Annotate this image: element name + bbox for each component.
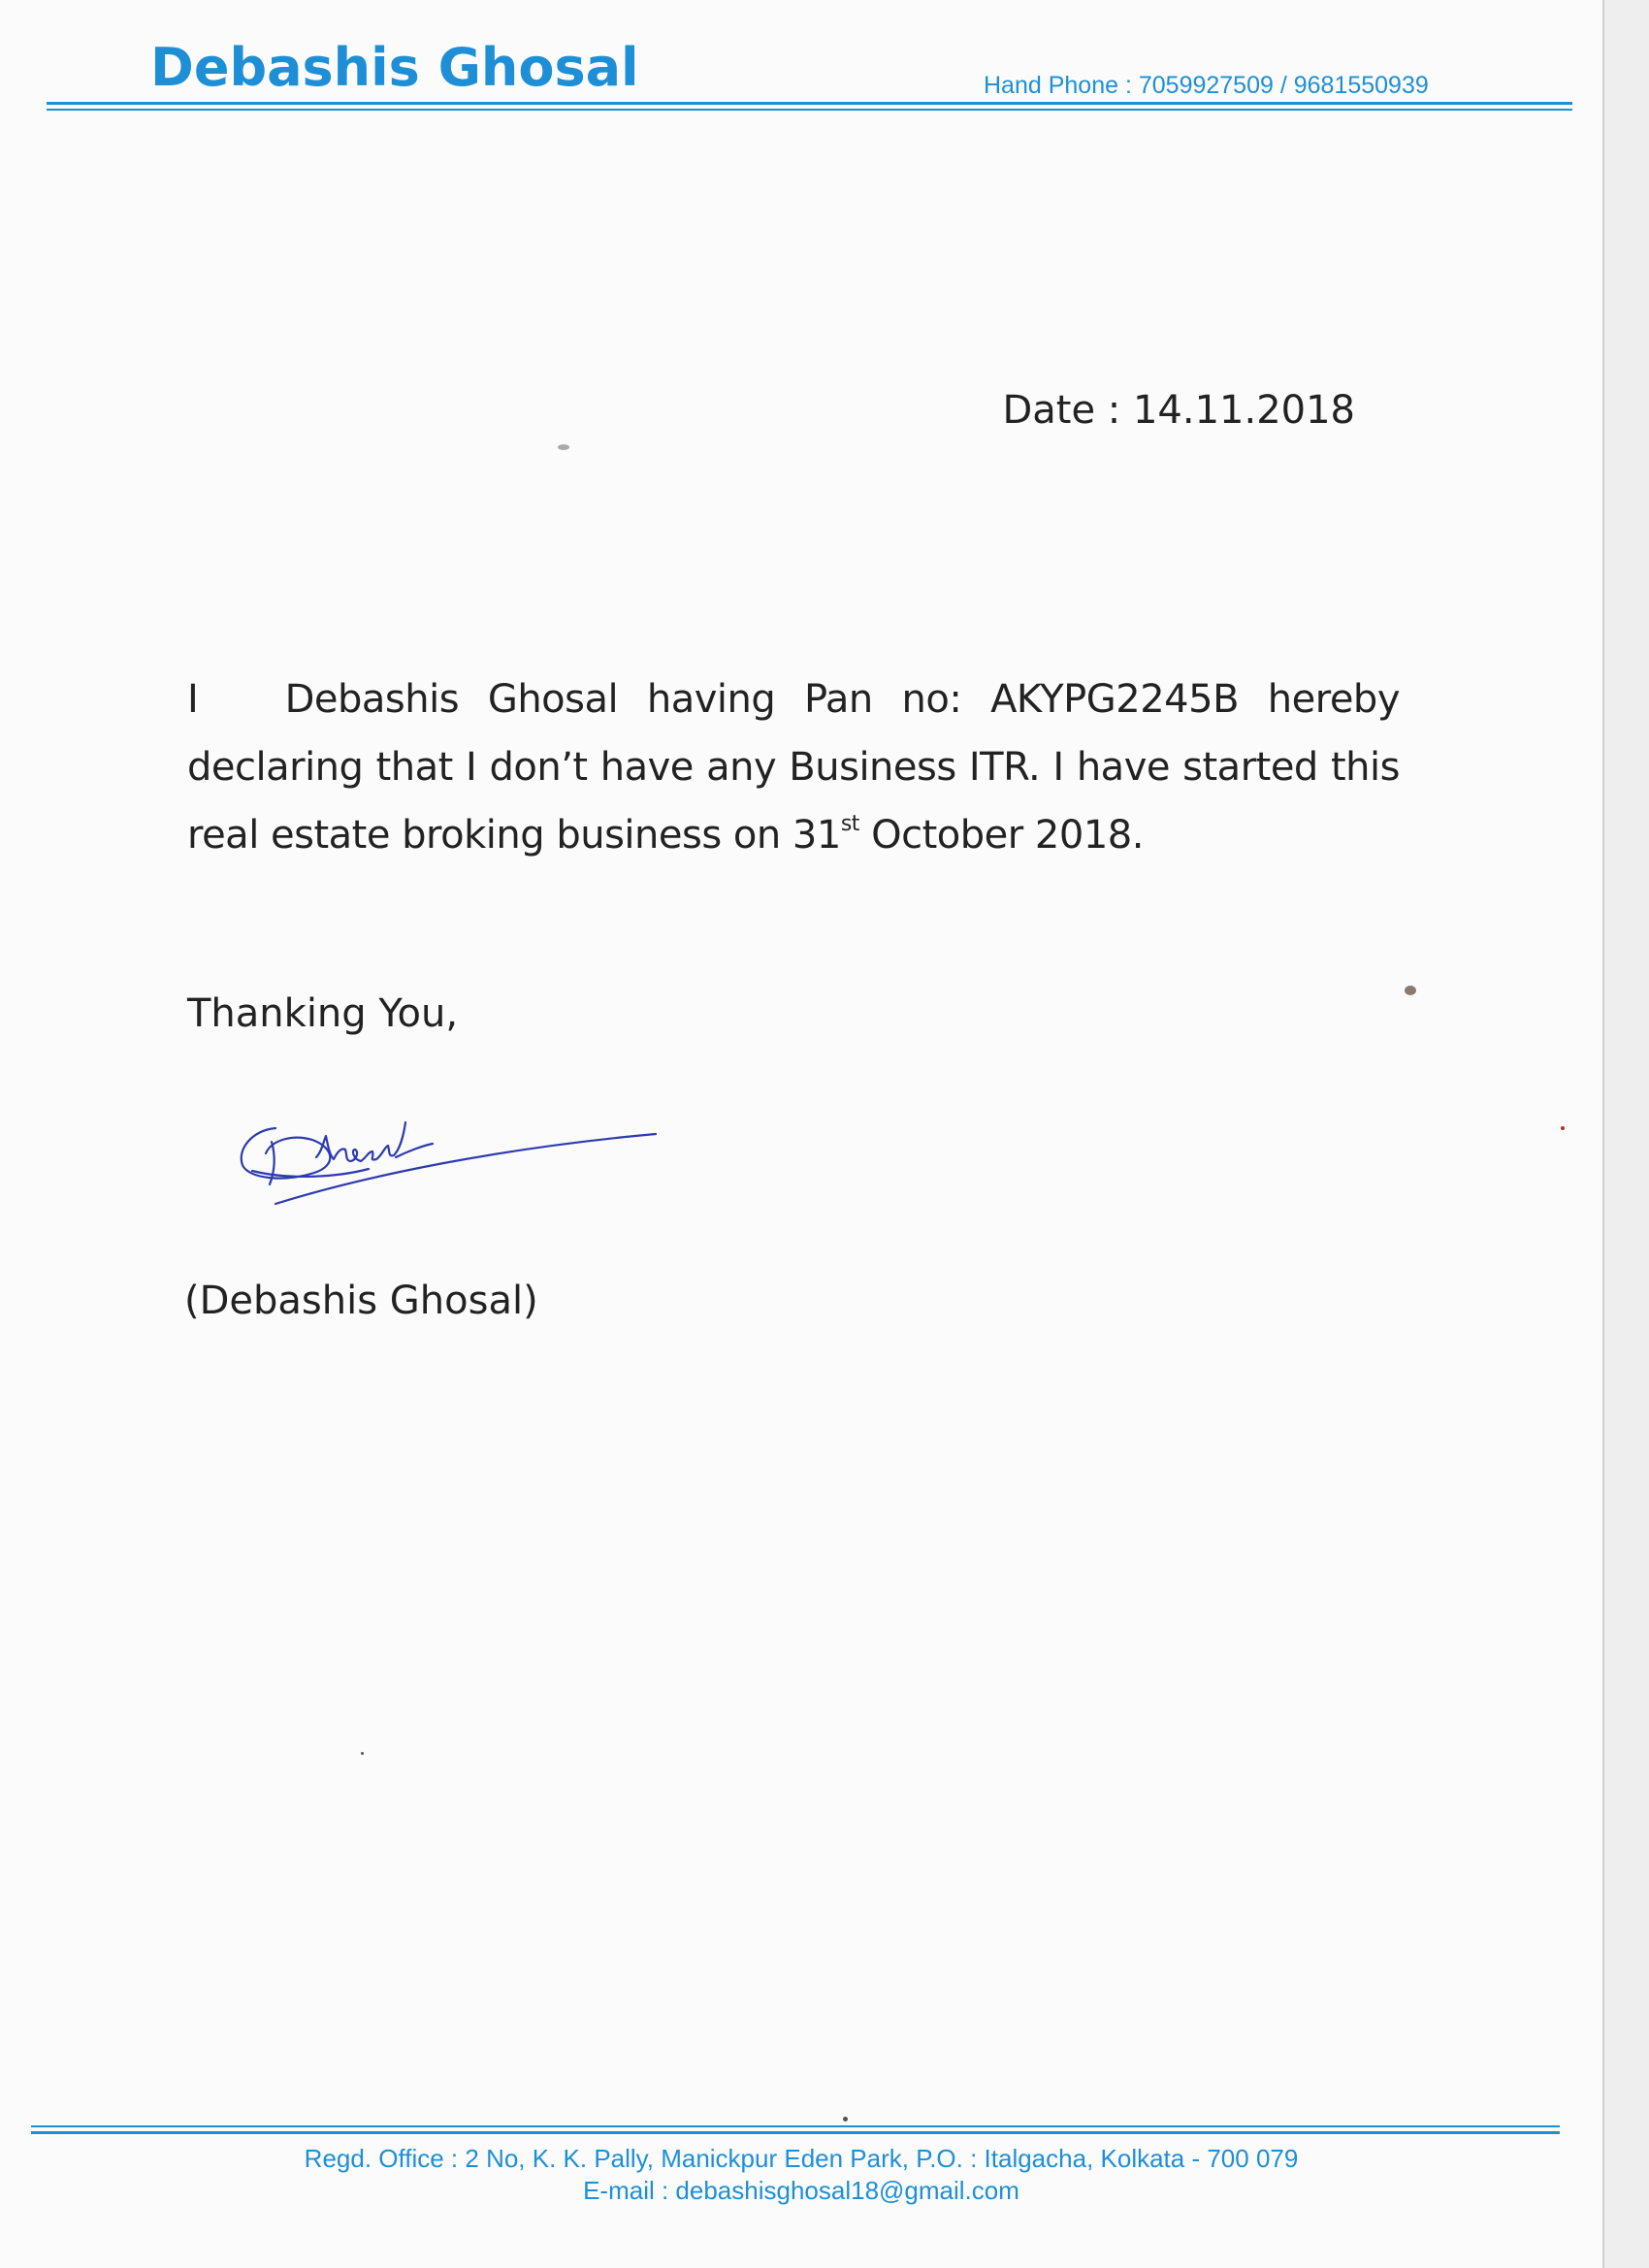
footer-rule-bottom xyxy=(31,2131,1560,2134)
letterhead-name: Debashis Ghosal xyxy=(150,37,639,98)
email-address: debashisghosal18@gmail.com xyxy=(675,2176,1019,2205)
scanner-bed-edge xyxy=(1602,0,1649,2268)
date-ordinal-suffix: st xyxy=(840,812,859,836)
header-rule-bottom xyxy=(47,109,1572,111)
paragraph-text: I Debashis Ghosal having Pan no: AKYPG2245B hereby declaring that I don’t have any Business ITR. I have started this real estate broking business on 31 xyxy=(187,677,1400,858)
date-value: 14.11.2018 xyxy=(1132,388,1355,433)
email-label: E-mail xyxy=(583,2176,655,2205)
footer-email: E-mail : debashisghosal18@gmail.com xyxy=(583,2176,1019,2205)
handwritten-signature xyxy=(233,1101,669,1241)
paragraph-text-end: October 2018. xyxy=(858,813,1144,858)
header-rule-top xyxy=(47,102,1572,105)
scan-speck xyxy=(1405,986,1416,995)
date-label: Date xyxy=(1002,388,1096,433)
footer-rule-top xyxy=(31,2125,1560,2127)
signatory-name: (Debashis Ghosal) xyxy=(184,1279,538,1323)
scan-speck xyxy=(843,2117,848,2122)
scan-speck xyxy=(361,1752,364,1755)
phone-numbers: 7059927509 / 9681550939 xyxy=(1138,72,1429,99)
footer-office-address: Regd. Office : 2 No, K. K. Pally, Manickpur Eden Park, P.O. : Italgacha, Kolkata - 700 079 xyxy=(304,2144,1299,2173)
scan-speck xyxy=(558,444,569,450)
declaration-paragraph xyxy=(187,665,1400,869)
phone-label: Hand Phone xyxy=(984,72,1119,99)
scan-speck xyxy=(1561,1126,1565,1130)
closing-salutation: Thanking You, xyxy=(187,991,459,1036)
letter-date: Date : 14.11.2018 xyxy=(1002,388,1355,433)
letterhead-phone: Hand Phone : 7059927509 / 9681550939 xyxy=(984,72,1429,99)
